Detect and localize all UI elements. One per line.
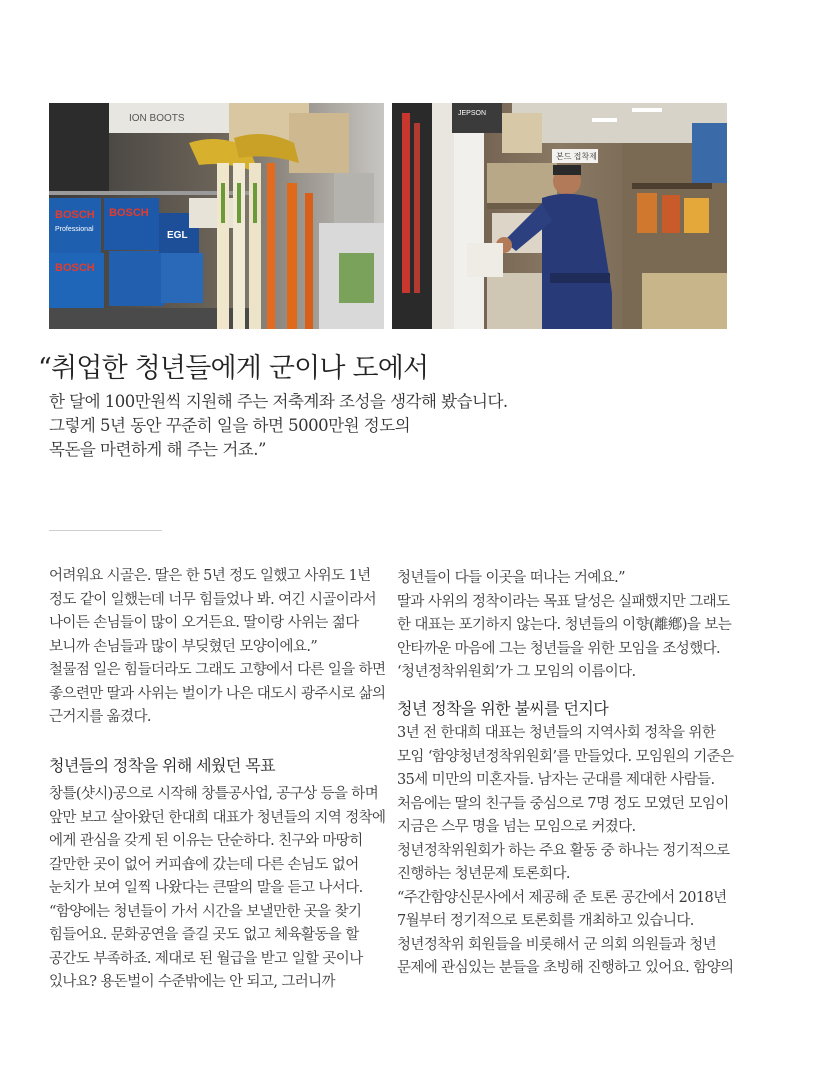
box-brand-2: BOSCH <box>55 262 95 274</box>
section-heading: 청년들의 정착을 위해 세웠던 목표 <box>49 755 275 775</box>
section-divider <box>49 530 162 531</box>
box-brand-3: BOSCH <box>109 207 149 219</box>
body-line: 모임 ‘함양청년정착위원회’를 만들었다. 모임원의 기준은 <box>397 748 734 765</box>
body-line: 처음에는 딸의 친구들 중심으로 7명 정도 모였던 모임이 <box>397 795 729 812</box>
body-line: 좋으련만 딸과 사위는 벌이가 나은 대도시 광주시로 삶의 <box>49 685 386 702</box>
body-line: 앞만 보고 살아왔던 한대희 대표가 청년들의 지역 정착에 <box>49 809 386 826</box>
body-line: 갈만한 곳이 없어 커피숍에 갔는데 다른 손님도 없어 <box>49 856 359 873</box>
body-line: 한 대표는 포기하지 않는다. 청년들의 이향(離鄕)을 보는 <box>397 617 732 633</box>
body-line: 정도 같이 일했는데 너무 힘들었나 봐. 여긴 시골이라서 <box>49 591 377 608</box>
photo-shop-owner <box>392 103 727 329</box>
shop-sign: 본드 접착제 <box>556 152 597 161</box>
body-line: ‘청년정착위원회’가 그 모임의 이름이다. <box>397 664 636 680</box>
body-line: 안타까운 마음에 그는 청년들을 위한 모임을 조성했다. <box>397 640 721 657</box>
box-brand-1: BOSCH <box>55 209 95 221</box>
hardware-shelf-illustration <box>49 103 384 329</box>
photo-hardware-shelf <box>49 103 384 329</box>
box-brand: JEPSON <box>458 110 487 117</box>
body-line: 진행하는 청년문제 토론회다. <box>397 866 570 882</box>
body-line: 힘들어요. 문화공연을 즐길 곳도 없고 체육활동을 할 <box>49 927 359 943</box>
pull-quote-line: 그렇게 5년 동안 꾸준히 일을 하면 5000만원 정도의 <box>49 416 411 435</box>
body-line: 청년정착위 회원들을 비롯해서 군 의회 의원들과 청년 <box>397 936 717 953</box>
body-line: 있나요? 용돈벌이 수준밖에는 안 되고, 그러니까 <box>49 974 335 990</box>
body-line: 창틀(샷시)공으로 시작해 창틀공사업, 공구상 등을 하며 <box>49 786 379 802</box>
pull-quote-body <box>49 390 689 462</box>
body-line: 근거지를 옮겼다. <box>49 709 151 725</box>
pull-quote-headline: “취업한 청년들에게 군이나 도에서 <box>38 353 429 384</box>
body-line: 나이든 손님들이 많이 오거든요. 딸이랑 사위는 젊다 <box>49 615 359 631</box>
pull-quote-line: 한 달에 100만원씩 지원해 주는 저축계좌 조성을 생각해 봤습니다. <box>49 392 508 411</box>
body-line: 청년들이 다들 이곳을 떠나는 거예요.” <box>397 570 625 586</box>
body-line: “함양에는 청년들이 가서 시간을 보낼만한 곳을 찾기 <box>49 903 362 920</box>
article-column-right <box>397 567 732 981</box>
body-line: 7월부터 정기적으로 토론회를 개최하고 있습니다. <box>397 913 694 929</box>
article-column-left <box>49 565 384 995</box>
shop-owner-illustration <box>392 103 727 329</box>
body-line: 철물점 일은 힘들더라도 그래도 고향에서 다른 일을 하면 <box>49 662 386 678</box>
box-egl: EGL <box>167 230 188 241</box>
section-heading: 청년 정착을 위한 불씨를 던지다 <box>397 698 609 718</box>
body-line: 공간도 부족하죠. 제대로 된 월급을 받고 일할 곳이나 <box>49 950 363 967</box>
sign-text: ION BOOTS <box>129 113 185 124</box>
body-line: 3년 전 한대희 대표는 청년들의 지역사회 정착을 위한 <box>397 725 716 741</box>
body-line: 35세 미만의 미혼자들. 남자는 군대를 제대한 사람들. <box>397 772 715 788</box>
body-line: 에게 관심을 갖게 된 이유는 단순하다. 친구와 마땅히 <box>49 833 363 849</box>
box-line-1: Professional <box>55 226 94 233</box>
pull-quote-line: 목돈을 마련하게 해 주는 거죠.” <box>49 440 266 459</box>
body-line: 보니까 손님들과 많이 부딪혔던 모양이에요.” <box>49 638 318 655</box>
body-line: 지금은 스무 명을 넘는 모임으로 커졌다. <box>397 819 636 835</box>
body-line: 눈치가 보여 일찍 나왔다는 큰딸의 말을 듣고 나서다. <box>49 880 363 896</box>
body-line: 어려워요 시골은. 딸은 한 5년 정도 일했고 사위도 1년 <box>49 568 371 584</box>
body-line: “주간함양신문사에서 제공해 준 토론 공간에서 2018년 <box>397 889 727 906</box>
body-line: 청년정착위원회가 하는 주요 활동 중 하나는 정기적으로 <box>397 842 730 859</box>
body-line: 딸과 사위의 정착이라는 목표 달성은 실패했지만 그래도 <box>397 593 730 610</box>
body-line: 문제에 관심있는 분들을 초빙해 진행하고 있어요. 함양의 <box>397 960 734 976</box>
